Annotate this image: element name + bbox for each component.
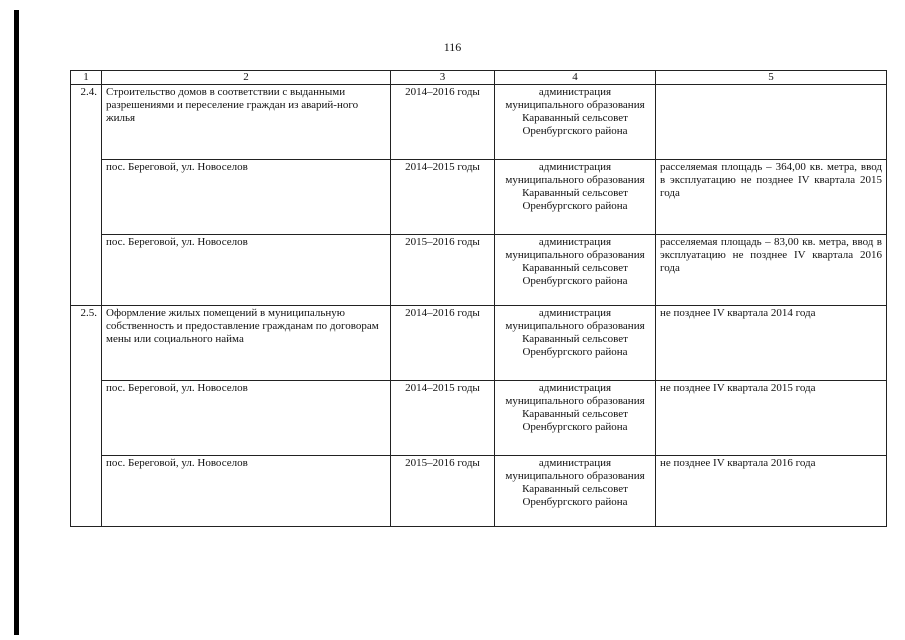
item-executor: администрация муниципального образования Караванный сельсовет Оренбургского района [495,235,656,306]
item-period: 2014–2015 годы [391,160,495,235]
item-executor: администрация муниципального образования Караванный сельсовет Оренбургского района [495,456,656,527]
item-title: пос. Береговой, ул. Новоселов [102,160,391,235]
item-result: не позднее IV квартала 2015 года [656,381,887,456]
binding-bar [14,10,19,635]
header-col-3: 3 [391,71,495,85]
item-title: Оформление жилых помещений в муниципальную собственность и предоставление гражданам по договорам мены или социального найма [102,306,391,381]
item-result [656,85,887,160]
item-result: расселяемая площадь – 83,00 кв. метра, ввод в эксплуатацию не позднее IV квартала 2016 года [656,235,887,306]
item-executor: администрация муниципального образования Караванный сельсовет Оренбургского района [495,306,656,381]
item-executor: администрация муниципального образования Караванный сельсовет Оренбургского района [495,381,656,456]
item-title: пос. Береговой, ул. Новоселов [102,381,391,456]
item-title: пос. Береговой, ул. Новоселов [102,456,391,527]
header-col-1: 1 [71,71,102,85]
table-row [71,306,887,381]
item-period: 2014–2016 годы [391,306,495,381]
item-period: 2015–2016 годы [391,456,495,527]
item-result: не позднее IV квартала 2016 года [656,456,887,527]
item-period: 2015–2016 годы [391,235,495,306]
item-title: Строительство домов в соответствии с выданными разрешениями и переселение граждан из аварий-ного жилья [102,85,391,160]
item-result: не позднее IV квартала 2014 года [656,306,887,381]
item-result: расселяемая площадь – 364,00 кв. метра, ввод в эксплуатацию не позднее IV квартала 2015 года [656,160,887,235]
header-col-2: 2 [102,71,391,85]
item-number: 2.4. [71,85,102,306]
table-row [71,160,887,235]
item-period: 2014–2016 годы [391,85,495,160]
item-title: пос. Береговой, ул. Новоселов [102,235,391,306]
measures-table [70,70,887,527]
table-row [71,456,887,527]
item-number: 2.5. [71,306,102,527]
table-row [71,381,887,456]
item-executor: администрация муниципального образования Караванный сельсовет Оренбургского района [495,160,656,235]
table-row [71,85,887,160]
item-executor: администрация муниципального образования Караванный сельсовет Оренбургского района [495,85,656,160]
page-number: 116 [443,40,462,54]
item-period: 2014–2015 годы [391,381,495,456]
table-row [71,235,887,306]
header-col-4: 4 [495,71,656,85]
header-row [71,71,887,85]
header-col-5: 5 [656,71,887,85]
